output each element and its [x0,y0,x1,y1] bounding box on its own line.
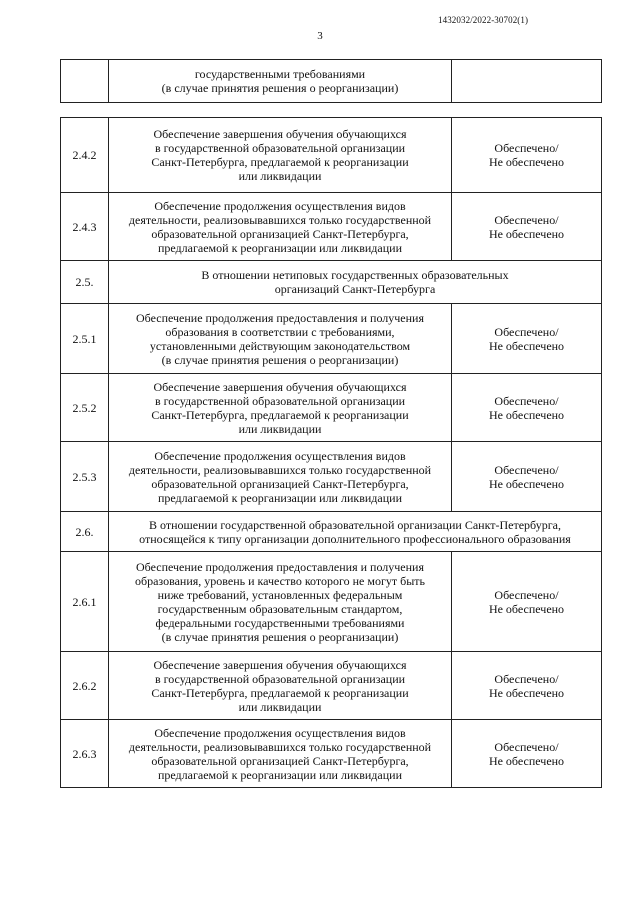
section-heading-line: В отношении государственной образовательной организации Санкт-Петербурга, [149,517,561,532]
requirement-line: (в случае принятия решения о реорганизации) [161,352,399,367]
requirement-line: государственными требованиями [194,67,366,81]
requirement-line: образования, уровень и качество которого не могут быть [134,573,425,588]
status-option: Не обеспечено [488,753,565,768]
status-option: Обеспечено/ [494,141,559,155]
status-option: Обеспечено/ [494,393,559,408]
status-option: Обеспечено/ [494,587,559,602]
status-cell [452,193,602,261]
row-number: 2.5.2 [61,374,109,442]
table-row [61,118,602,193]
status-option: Обеспечено/ [494,671,559,686]
requirement-line: образовательной организацией Санкт-Петербурга, [151,226,409,241]
status-cell [452,304,602,374]
requirement-line: Обеспечение продолжения осуществления видов [154,448,406,463]
status-option: Обеспечено/ [494,739,559,754]
requirement-line: или ликвидации [238,421,322,436]
requirement-line: Обеспечение завершения обучения обучающихся [153,657,407,672]
requirement-line: предлагаемой к реорганизации или ликвидации [157,240,403,255]
section-heading-cell [109,261,602,304]
row-number: 2.6. [61,512,109,552]
criteria-table-body [61,118,602,788]
row-number: 2.6.3 [61,720,109,788]
status-option: Не обеспечено [488,407,565,422]
table-fragment-top [60,59,602,103]
table-row [61,512,602,552]
requirement-line: Санкт-Петербурга, предлагаемой к реорганизации [151,407,409,422]
requirement-line: в государственной образовательной организации [154,141,406,155]
page-number: 3 [317,30,323,42]
requirement-line: предлагаемой к реорганизации или ликвидации [157,490,403,505]
table-row [61,374,602,442]
table-row [61,552,602,652]
requirement-line: ниже требований, установленных федеральным [157,587,403,602]
status-option: Не обеспечено [488,476,565,491]
requirement-line: (в случае принятия решения о реорганизации) [161,81,399,95]
requirement-cell [109,374,452,442]
row-number: 2.6.2 [61,652,109,720]
status-cell [452,374,602,442]
row-number: 2.4.2 [61,118,109,193]
requirement-line: Санкт-Петербурга, предлагаемой к реорганизации [151,155,409,169]
requirement-line: Санкт-Петербурга, предлагаемой к реорганизации [151,685,409,700]
requirement-line: деятельности, реализовывавшихся только государственной [128,462,432,477]
requirement-line: предлагаемой к реорганизации или ликвидации [157,767,403,782]
section-heading-line: В отношении нетиповых государственных образовательных [201,268,509,282]
requirement-cell [109,552,452,652]
requirement-line: федеральными государственными требованиями [155,615,405,630]
section-heading-line: организаций Санкт-Петербурга [274,282,436,296]
requirement-cell [109,60,452,103]
status-cell [452,552,602,652]
row-number: 2.5. [61,261,109,304]
status-cell [452,442,602,512]
status-option: Не обеспечено [488,338,565,353]
requirement-line: Обеспечение завершения обучения обучающихся [153,379,407,394]
requirement-line: в государственной образовательной организации [154,671,406,686]
requirement-line: или ликвидации [238,699,322,714]
row-number: 2.5.3 [61,442,109,512]
row-number: 2.6.1 [61,552,109,652]
requirement-line: в государственной образовательной организации [154,393,406,408]
table-row [61,60,602,103]
requirement-line: деятельности, реализовывавшихся только государственной [128,212,432,227]
status-cell [452,720,602,788]
requirement-line: Обеспечение продолжения осуществления видов [154,725,406,740]
status-cell [452,652,602,720]
requirement-line: образовательной организацией Санкт-Петербурга, [151,476,409,491]
requirement-cell [109,442,452,512]
status-option: Не обеспечено [488,601,565,616]
requirement-cell [109,118,452,193]
section-heading-cell [109,512,602,552]
status-option: Не обеспечено [488,685,565,700]
table-row [61,442,602,512]
status-option: Обеспечено/ [494,324,559,339]
status-cell [452,60,602,103]
requirement-line: государственным образовательным стандартом, [157,601,403,616]
requirement-cell [109,304,452,374]
status-cell [452,118,602,193]
requirement-cell [109,193,452,261]
document-code: 1432032/2022-30702(1) [438,15,529,25]
status-option: Обеспечено/ [494,212,559,227]
status-option: Не обеспечено [488,155,565,169]
row-number-cell [61,60,109,103]
criteria-table [60,117,602,788]
status-option: Не обеспечено [488,226,565,241]
requirement-cell [109,652,452,720]
requirement-line: Обеспечение завершения обучения обучающихся [153,127,407,141]
status-option: Обеспечено/ [494,462,559,477]
requirement-line: деятельности, реализовывавшихся только государственной [128,739,432,754]
table-row [61,193,602,261]
row-number: 2.4.3 [61,193,109,261]
requirement-cell [109,720,452,788]
row-number: 2.5.1 [61,304,109,374]
table-row [61,652,602,720]
requirement-line: Обеспечение продолжения предоставления и получения [136,310,424,325]
section-heading-line: относящейся к типу организации дополнительного профессионального образования [139,531,571,546]
requirement-line: Обеспечение продолжения предоставления и получения [136,559,424,574]
requirement-line: установленными действующим законодательством [149,338,411,353]
table-row [61,261,602,304]
table-row [61,720,602,788]
requirement-line: (в случае принятия решения о реорганизации) [161,629,399,644]
requirement-line: образовательной организацией Санкт-Петербурга, [151,753,409,768]
requirement-line: или ликвидации [238,169,322,183]
requirement-line: образования в соответствии с требованиями, [165,324,395,339]
requirement-line: Обеспечение продолжения осуществления видов [154,198,406,213]
table-row [61,304,602,374]
